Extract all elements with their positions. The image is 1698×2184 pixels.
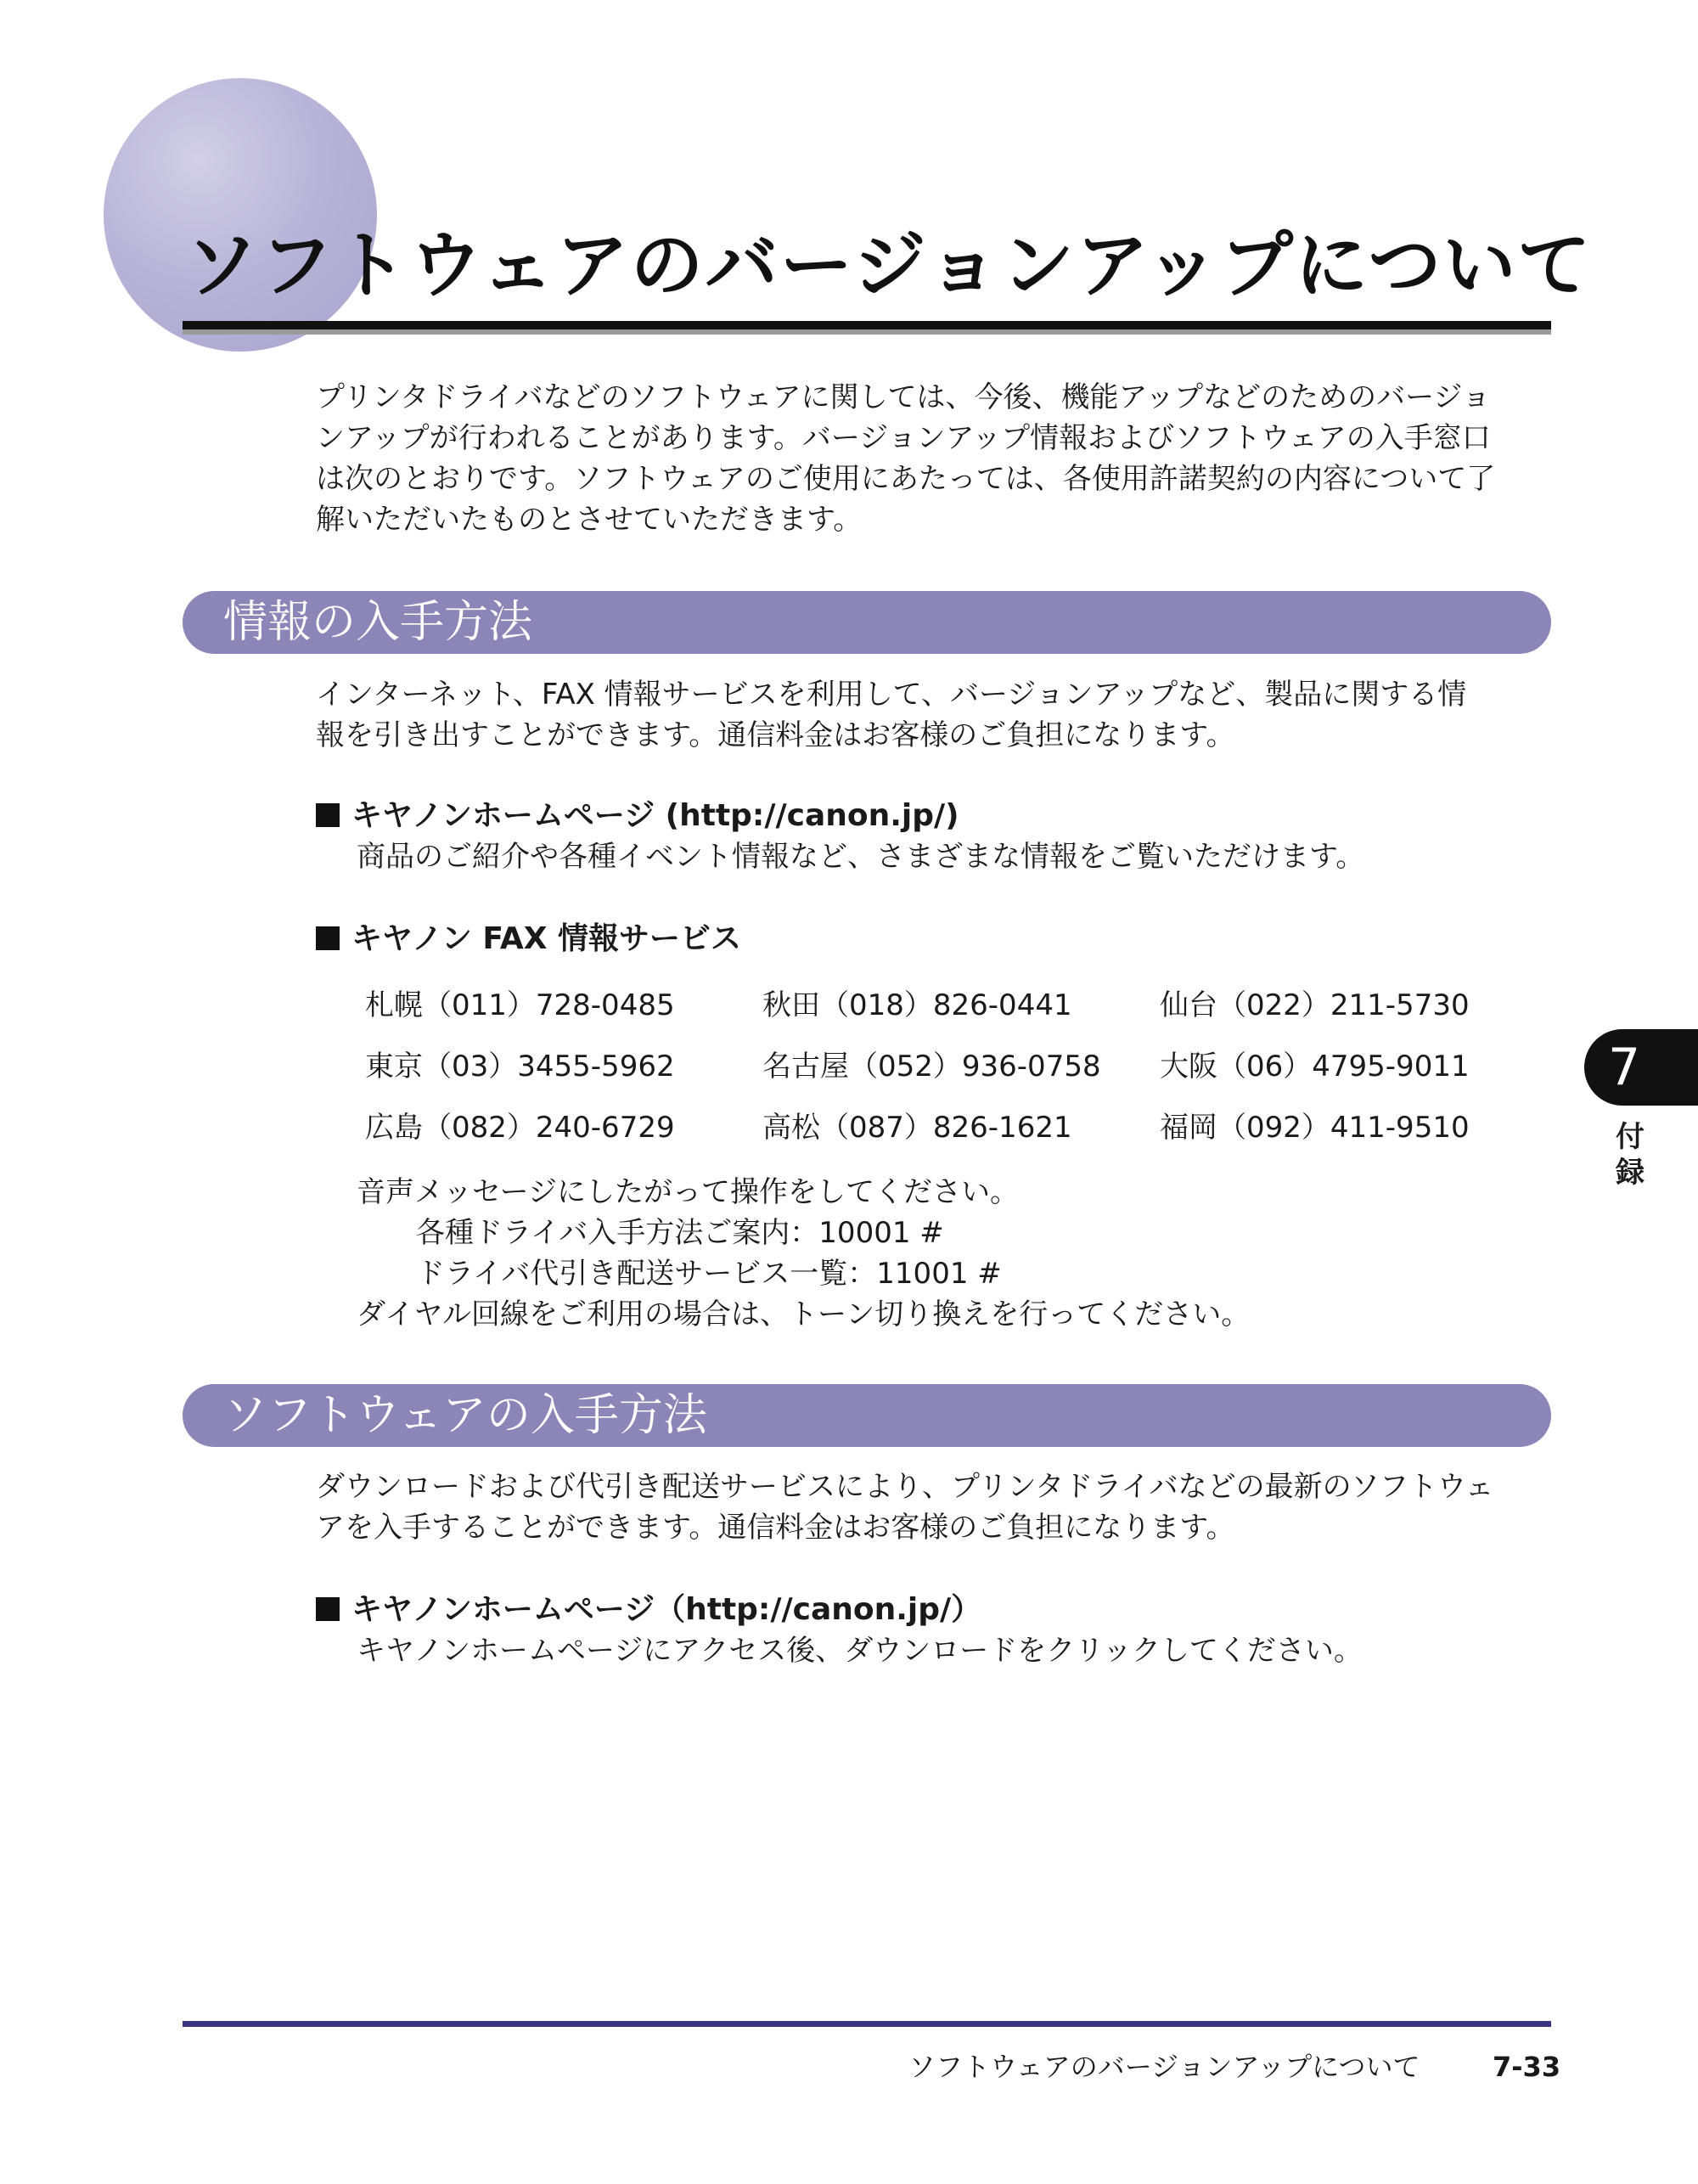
section-heading-software <box>183 1384 1551 1447</box>
homepage-link-label[interactable]: キヤノンホームページ (http://canon.jp/) <box>351 798 959 833</box>
title-rule-shadow <box>183 329 1551 335</box>
section2-paragraph <box>316 1466 1551 1548</box>
section-heading-label: ソフトウェアの入手方法 <box>223 1390 707 1441</box>
voice-instructions <box>357 1172 1250 1335</box>
section-heading-label: 情報の入手方法 <box>223 597 533 648</box>
chapter-number: 7 <box>1608 1038 1641 1097</box>
page-number: 7-33 <box>1493 2051 1561 2083</box>
intro-paragraph <box>316 377 1551 540</box>
paragraph-line: アを入手することができます。通信料金はお客様のご負担になります。 <box>316 1511 1235 1545</box>
bullet-square-icon <box>316 1597 340 1621</box>
paragraph-line: インターネット、FAX 情報サービスを利用して、バージョンアップなど、製品に関する情 <box>316 678 1467 712</box>
chapter-tab <box>1584 1029 1698 1106</box>
homepage-description: 商品のご紹介や各種イベント情報など、さまざまな情報をご覧いただけます。 <box>357 840 1365 874</box>
title-rule <box>183 321 1551 329</box>
intro-line: プリンタドライバなどのソフトウェアに関しては、今後、機能アップなどのためのバージョ <box>316 380 1491 414</box>
voice-line: ドライバ代引き配送サービス一覧：11001 # <box>416 1257 1002 1291</box>
paragraph-line: ダウンロードおよび代引き配送サービスにより、プリンタドライバなどの最新のソフトウェ <box>316 1470 1494 1504</box>
paragraph-line: 報を引き出すことができます。通信料金はお客様のご負担になります。 <box>316 718 1235 752</box>
voice-line: 音声メッセージにしたがって操作をしてください。 <box>357 1175 1019 1209</box>
intro-line: 解いただいたものとさせていただきます。 <box>316 503 863 537</box>
footer-rule <box>183 2021 1551 2027</box>
fax-number: 秋田（018）826-0441 <box>762 988 1072 1022</box>
voice-line: 各種ドライバ入手方法ご案内：10001 # <box>416 1216 944 1250</box>
homepage-link-label[interactable]: キヤノンホームページ（http://canon.jp/） <box>351 1592 982 1627</box>
intro-line: ンアップが行われることがあります。バージョンアップ情報およびソフトウェアの入手窓口 <box>316 421 1491 455</box>
fax-number: 東京（03）3455-5962 <box>365 1050 675 1084</box>
homepage-item-heading <box>316 796 959 836</box>
fax-service-label: キヤノン FAX 情報サービス <box>351 921 741 956</box>
chapter-label: 付録 <box>1616 1120 1645 1190</box>
fax-number: 高松（087）826-1621 <box>762 1111 1072 1145</box>
page-title: ソフトウェアのバージョンアップについて <box>185 223 1593 308</box>
fax-number: 大阪（06）4795-9011 <box>1160 1050 1470 1084</box>
fax-number: 福岡（092）411-9510 <box>1160 1111 1470 1145</box>
intro-line: は次のとおりです。ソフトウェアのご使用にあたっては、各使用許諾契約の内容について了 <box>316 462 1496 496</box>
voice-line: ダイヤル回線をご利用の場合は、トーン切り換えを行ってください。 <box>357 1297 1251 1331</box>
fax-number: 広島（082）240-6729 <box>365 1111 675 1145</box>
fax-number-grid <box>365 985 1554 1148</box>
section-heading-info <box>183 591 1551 654</box>
fax-number: 名古屋（052）936-0758 <box>762 1050 1101 1084</box>
fax-number: 札幌（011）728-0485 <box>365 988 675 1022</box>
homepage-item-heading <box>316 1590 981 1630</box>
bullet-square-icon <box>316 926 340 950</box>
fax-item-heading <box>316 919 741 960</box>
section1-paragraph <box>316 674 1551 756</box>
bullet-square-icon <box>316 803 340 827</box>
fax-number: 仙台（022）211-5730 <box>1160 988 1470 1022</box>
homepage-description: キヤノンホームページにアクセス後、ダウンロードをクリックしてください。 <box>357 1634 1363 1668</box>
footer-title: ソフトウェアのバージョンアップについて <box>908 2051 1420 2083</box>
